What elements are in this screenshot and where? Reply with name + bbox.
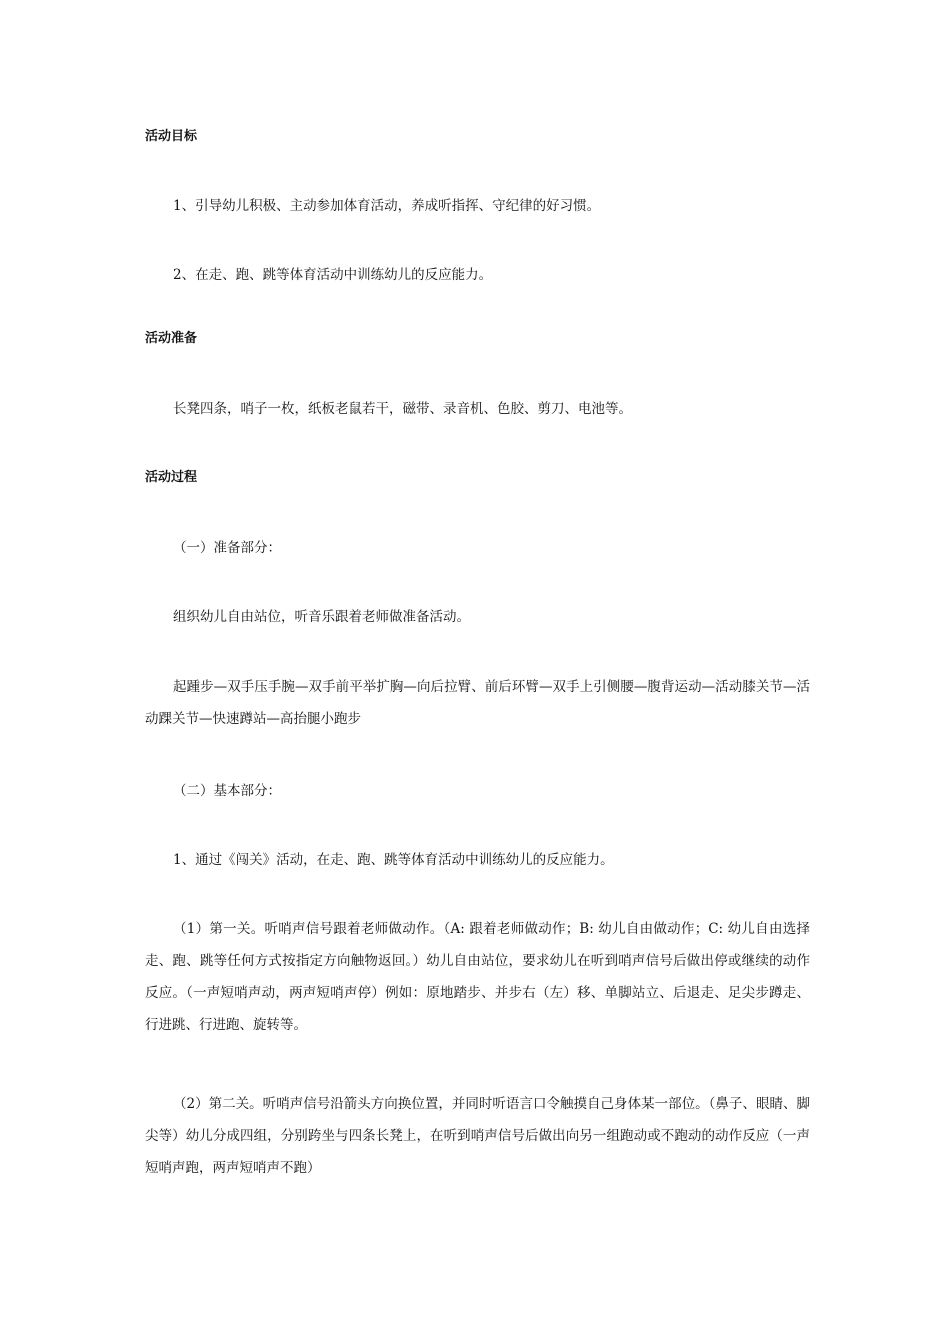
- process-part-1-title: （一）准备部分：: [173, 540, 281, 556]
- process-level-1: （1）第一关。听哨声信号跟着老师做动作。（A: 跟着老师做动作；B: 幼儿自由做动作；C: 幼儿自由选择走、跑、跳等任何方式按指定方向触物返回。）幼儿自由站位，要求幼儿在听到哨声信号后做出停或继续的动作反应。（一声短哨声动，两声短哨声停）例如：原地踏步、并步右（左）移、单脚站立、后退走、足尖步蹲走、行进跳、行进跑、旋转等。: [145, 921, 810, 1033]
- process-part-2-title: （二）基本部分：: [173, 783, 281, 799]
- process-activity-1: 1、通过《闯关》活动，在走、跑、跳等体育活动中训练幼儿的反应能力。: [173, 852, 614, 868]
- section-heading-goals: 活动目标: [145, 129, 198, 144]
- process-warmup-desc: 组织幼儿自由站位，听音乐跟着老师做准备活动。: [173, 609, 470, 625]
- section-heading-process: 活动过程: [145, 470, 198, 485]
- process-level-2: （2）第二关。听哨声信号沿箭头方向换位置，并同时听语言口令触摸自己身体某一部位。（鼻子、眼睛、脚尖等）幼儿分成四组，分别跨坐与四条长凳上，在听到哨声信号后做出向另一组跑动或不跑动的动作反应（一声短哨声跑，两声短哨声不跑）: [145, 1096, 810, 1176]
- goal-item-1: 1、引导幼儿积极、主动参加体育活动，养成听指挥、守纪律的好习惯。: [173, 198, 601, 214]
- section-heading-preparation: 活动准备: [145, 331, 198, 346]
- goal-item-2: 2、在走、跑、跳等体育活动中训练幼儿的反应能力。: [173, 267, 493, 283]
- preparation-materials: 长凳四条，哨子一枚，纸板老鼠若干，磁带、录音机、色胶、剪刀、电池等。: [173, 401, 632, 417]
- process-warmup-steps: 起踵步—双手压手腕—双手前平举扩胸—向后拉臂、前后环臂—双手上引侧腰—腹背运动—活动膝关节—活动踝关节—快速蹲站—高抬腿小跑步: [145, 679, 810, 727]
